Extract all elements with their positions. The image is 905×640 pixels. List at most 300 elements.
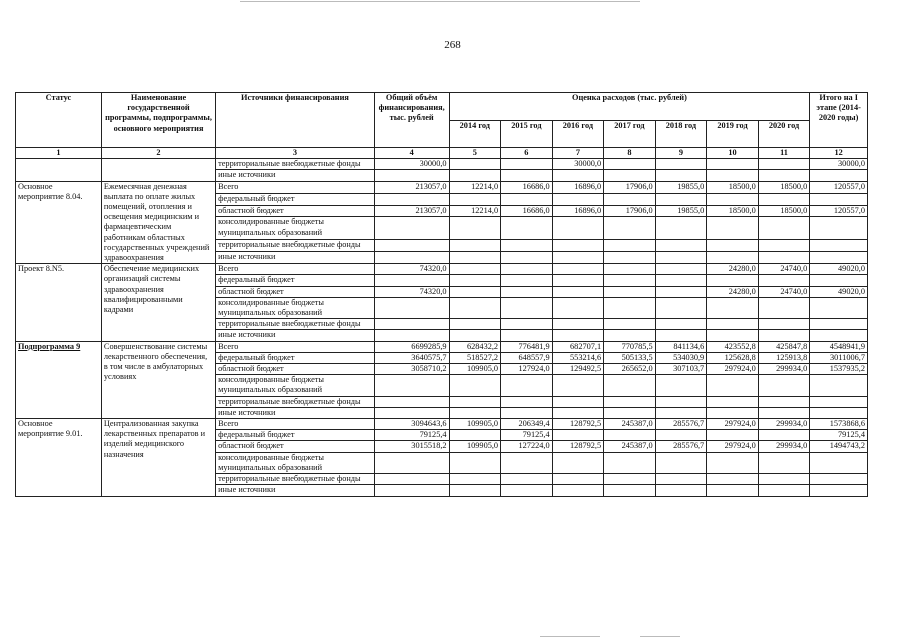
value-cell <box>374 485 449 496</box>
value-cell <box>449 297 501 318</box>
value-cell <box>374 217 449 240</box>
value-cell <box>604 286 656 297</box>
value-cell <box>501 240 553 252</box>
value-cell <box>501 319 553 330</box>
row-source: иные источники <box>216 485 375 496</box>
value-cell <box>758 170 810 181</box>
row-source: консолидированные бюджеты муниципальных образований <box>216 375 375 396</box>
value-cell: 120557,0 <box>810 181 868 193</box>
value-cell: 245387,0 <box>604 419 656 430</box>
value-cell <box>449 286 501 297</box>
value-cell: 19855,0 <box>655 181 707 193</box>
value-cell <box>655 240 707 252</box>
value-cell <box>604 396 656 407</box>
value-cell <box>810 275 868 286</box>
value-cell <box>758 193 810 205</box>
value-cell: 109905,0 <box>449 364 501 375</box>
value-cell: 30000,0 <box>810 159 868 170</box>
value-cell <box>552 330 604 341</box>
value-cell <box>758 330 810 341</box>
row-status: Проект 8.N5. <box>16 264 102 341</box>
row-source: консолидированные бюджеты муниципальных образований <box>216 217 375 240</box>
value-cell <box>758 452 810 473</box>
value-cell: 1573868,6 <box>810 419 868 430</box>
value-cell <box>707 474 759 485</box>
value-cell <box>449 159 501 170</box>
row-source: консолидированные бюджеты муниципальных образований <box>216 452 375 473</box>
table-row <box>16 419 868 430</box>
value-cell: 297924,0 <box>707 419 759 430</box>
value-cell <box>604 217 656 240</box>
value-cell: 3094643,6 <box>374 419 449 430</box>
column-number: 1 <box>16 148 102 159</box>
value-cell <box>707 252 759 264</box>
value-cell <box>604 452 656 473</box>
value-cell <box>449 430 501 441</box>
value-cell <box>449 275 501 286</box>
value-cell <box>449 193 501 205</box>
value-cell: 49020,0 <box>810 264 868 275</box>
row-status: Подпрограмма 9 <box>16 341 102 418</box>
value-cell <box>604 485 656 496</box>
value-cell: 30000,0 <box>552 159 604 170</box>
value-cell <box>655 252 707 264</box>
scan-artifact <box>540 636 600 637</box>
column-number: 4 <box>374 148 449 159</box>
value-cell <box>552 485 604 496</box>
value-cell <box>449 240 501 252</box>
value-cell: 628432,2 <box>449 341 501 352</box>
value-cell <box>655 375 707 396</box>
value-cell <box>501 396 553 407</box>
value-cell <box>604 430 656 441</box>
value-cell <box>374 407 449 418</box>
value-cell <box>655 330 707 341</box>
value-cell <box>707 375 759 396</box>
value-cell <box>707 159 759 170</box>
row-source: Всего <box>216 181 375 193</box>
row-source: территориальные внебюджетные фонды <box>216 474 375 485</box>
value-cell <box>707 396 759 407</box>
row-source: консолидированные бюджеты муниципальных образований <box>216 297 375 318</box>
value-cell: 18500,0 <box>707 181 759 193</box>
column-number: 6 <box>501 148 553 159</box>
value-cell <box>552 264 604 275</box>
value-cell <box>449 264 501 275</box>
value-cell: 128792,5 <box>552 441 604 452</box>
value-cell <box>655 452 707 473</box>
row-source: областной бюджет <box>216 286 375 297</box>
financing-table <box>15 92 868 497</box>
value-cell <box>604 264 656 275</box>
value-cell <box>501 297 553 318</box>
value-cell <box>374 375 449 396</box>
value-cell: 841134,6 <box>655 341 707 352</box>
value-cell: 74320,0 <box>374 264 449 275</box>
header-name: Наименование государственной программы, подпрограммы, основного мероприятия <box>101 93 215 148</box>
value-cell: 16896,0 <box>552 205 604 217</box>
value-cell: 127224,0 <box>501 441 553 452</box>
value-cell: 3011006,7 <box>810 352 868 363</box>
header-year: 2015 год <box>501 120 553 148</box>
value-cell <box>810 396 868 407</box>
value-cell: 518527,2 <box>449 352 501 363</box>
value-cell <box>655 159 707 170</box>
header-year: 2017 год <box>604 120 656 148</box>
value-cell <box>655 485 707 496</box>
value-cell: 648557,9 <box>501 352 553 363</box>
value-cell <box>552 286 604 297</box>
row-source: областной бюджет <box>216 205 375 217</box>
value-cell <box>449 170 501 181</box>
value-cell: 3058710,2 <box>374 364 449 375</box>
value-cell <box>552 319 604 330</box>
row-source: федеральный бюджет <box>216 352 375 363</box>
header-estimate: Оценка расходов (тыс. рублей) <box>449 93 810 121</box>
value-cell <box>449 396 501 407</box>
value-cell: 776481,9 <box>501 341 553 352</box>
value-cell <box>810 297 868 318</box>
value-cell <box>374 452 449 473</box>
value-cell: 297924,0 <box>707 364 759 375</box>
row-name: Обеспечение медицинских организаций системы здравоохранения квалифицированными кадрами <box>101 264 215 341</box>
value-cell: 125628,8 <box>707 352 759 363</box>
value-cell: 299934,0 <box>758 441 810 452</box>
value-cell: 24740,0 <box>758 264 810 275</box>
header-sources: Источники финансирования <box>216 93 375 148</box>
value-cell <box>655 297 707 318</box>
value-cell: 127924,0 <box>501 364 553 375</box>
value-cell: 307103,7 <box>655 364 707 375</box>
header-total: Общий объём финансирования, тыс. рублей <box>374 93 449 148</box>
header-status: Статус <box>16 93 102 148</box>
value-cell <box>810 170 868 181</box>
value-cell <box>810 252 868 264</box>
value-cell <box>655 170 707 181</box>
value-cell: 770785,5 <box>604 341 656 352</box>
value-cell: 79125,4 <box>810 430 868 441</box>
value-cell: 49020,0 <box>810 286 868 297</box>
value-cell: 206349,4 <box>501 419 553 430</box>
value-cell <box>758 217 810 240</box>
value-cell <box>655 193 707 205</box>
value-cell <box>449 485 501 496</box>
row-source: Всего <box>216 419 375 430</box>
value-cell <box>449 319 501 330</box>
row-status <box>16 159 102 181</box>
value-cell: 12214,0 <box>449 181 501 193</box>
row-source: территориальные внебюджетные фонды <box>216 319 375 330</box>
value-cell <box>552 474 604 485</box>
value-cell <box>501 264 553 275</box>
value-cell: 3015518,2 <box>374 441 449 452</box>
value-cell <box>758 485 810 496</box>
value-cell <box>501 275 553 286</box>
value-cell: 1537935,2 <box>810 364 868 375</box>
value-cell <box>552 396 604 407</box>
scan-artifact <box>640 636 680 637</box>
value-cell: 17906,0 <box>604 205 656 217</box>
value-cell <box>501 159 553 170</box>
row-source: территориальные внебюджетные фонды <box>216 159 375 170</box>
value-cell <box>604 407 656 418</box>
value-cell <box>707 330 759 341</box>
row-source: Всего <box>216 341 375 352</box>
value-cell: 109905,0 <box>449 419 501 430</box>
value-cell <box>655 430 707 441</box>
value-cell <box>501 286 553 297</box>
value-cell <box>758 375 810 396</box>
value-cell <box>374 396 449 407</box>
row-source: областной бюджет <box>216 441 375 452</box>
value-cell <box>707 430 759 441</box>
value-cell <box>501 474 553 485</box>
value-cell: 682707,1 <box>552 341 604 352</box>
value-cell: 18500,0 <box>758 205 810 217</box>
value-cell <box>707 170 759 181</box>
value-cell <box>552 375 604 396</box>
table-header <box>16 93 868 159</box>
value-cell: 505133,5 <box>604 352 656 363</box>
value-cell <box>810 330 868 341</box>
value-cell: 24280,0 <box>707 264 759 275</box>
value-cell: 120557,0 <box>810 205 868 217</box>
table-row <box>16 181 868 193</box>
value-cell <box>707 407 759 418</box>
value-cell: 16686,0 <box>501 181 553 193</box>
row-source: федеральный бюджет <box>216 275 375 286</box>
value-cell: 12214,0 <box>449 205 501 217</box>
row-source: иные источники <box>216 407 375 418</box>
row-name <box>101 159 215 181</box>
row-source: федеральный бюджет <box>216 193 375 205</box>
value-cell: 425847,8 <box>758 341 810 352</box>
value-cell <box>501 193 553 205</box>
value-cell <box>374 330 449 341</box>
row-name: Совершенствование системы лекарственного обеспечения, в том числе в амбулаторных условиях <box>101 341 215 418</box>
value-cell <box>604 275 656 286</box>
value-cell <box>501 452 553 473</box>
value-cell: 3640575,7 <box>374 352 449 363</box>
value-cell: 285576,7 <box>655 441 707 452</box>
value-cell <box>810 193 868 205</box>
column-number: 5 <box>449 148 501 159</box>
table-body <box>16 159 868 496</box>
value-cell <box>604 375 656 396</box>
table-row <box>16 159 868 170</box>
row-source: федеральный бюджет <box>216 430 375 441</box>
value-cell <box>758 407 810 418</box>
value-cell <box>707 485 759 496</box>
value-cell <box>707 193 759 205</box>
row-source: иные источники <box>216 330 375 341</box>
value-cell <box>655 396 707 407</box>
value-cell <box>501 170 553 181</box>
row-name: Ежемесячная денежная выплата по оплате жилых помещений, отопления и освещения медицинским и фармацевтическим работникам областных государственных учреждений здравоохранения <box>101 181 215 264</box>
value-cell <box>810 474 868 485</box>
value-cell: 285576,7 <box>655 419 707 430</box>
value-cell <box>758 240 810 252</box>
row-name: Централизованная закупка лекарственных препаратов и изделий медицинского назначения <box>101 419 215 496</box>
scan-artifact <box>240 1 640 2</box>
value-cell <box>707 452 759 473</box>
value-cell: 129492,5 <box>552 364 604 375</box>
value-cell: 128792,5 <box>552 419 604 430</box>
value-cell <box>707 240 759 252</box>
value-cell <box>552 297 604 318</box>
value-cell <box>655 275 707 286</box>
value-cell <box>758 396 810 407</box>
value-cell <box>655 264 707 275</box>
column-number-row <box>16 148 868 159</box>
row-source: иные источники <box>216 170 375 181</box>
value-cell <box>552 217 604 240</box>
value-cell <box>604 319 656 330</box>
value-cell <box>604 252 656 264</box>
header-year: 2020 год <box>758 120 810 148</box>
value-cell <box>552 430 604 441</box>
value-cell <box>604 297 656 318</box>
value-cell <box>810 407 868 418</box>
value-cell <box>655 286 707 297</box>
row-status: Основное мероприятие 8.04. <box>16 181 102 264</box>
header-year: 2018 год <box>655 120 707 148</box>
value-cell: 79125,4 <box>374 430 449 441</box>
value-cell <box>810 452 868 473</box>
value-cell <box>449 407 501 418</box>
value-cell <box>758 159 810 170</box>
value-cell: 299934,0 <box>758 419 810 430</box>
value-cell <box>552 170 604 181</box>
value-cell: 18500,0 <box>758 181 810 193</box>
value-cell <box>374 252 449 264</box>
value-cell <box>552 240 604 252</box>
value-cell <box>758 319 810 330</box>
value-cell <box>758 430 810 441</box>
column-number: 3 <box>216 148 375 159</box>
value-cell: 6699285,9 <box>374 341 449 352</box>
value-cell: 213057,0 <box>374 181 449 193</box>
value-cell <box>501 485 553 496</box>
value-cell <box>449 375 501 396</box>
value-cell: 297924,0 <box>707 441 759 452</box>
value-cell <box>501 407 553 418</box>
value-cell: 534030,9 <box>655 352 707 363</box>
value-cell <box>810 217 868 240</box>
value-cell: 18500,0 <box>707 205 759 217</box>
value-cell: 265652,0 <box>604 364 656 375</box>
header-year: 2016 год <box>552 120 604 148</box>
column-number: 11 <box>758 148 810 159</box>
table-row <box>16 264 868 275</box>
value-cell <box>655 407 707 418</box>
value-cell <box>552 193 604 205</box>
value-cell <box>707 319 759 330</box>
column-number: 10 <box>707 148 759 159</box>
value-cell <box>552 452 604 473</box>
value-cell <box>810 375 868 396</box>
value-cell <box>655 319 707 330</box>
value-cell: 74320,0 <box>374 286 449 297</box>
value-cell <box>810 485 868 496</box>
value-cell: 125913,8 <box>758 352 810 363</box>
value-cell <box>707 217 759 240</box>
value-cell <box>449 452 501 473</box>
value-cell <box>374 193 449 205</box>
value-cell <box>604 474 656 485</box>
value-cell: 79125,4 <box>501 430 553 441</box>
value-cell <box>501 375 553 396</box>
value-cell: 423552,8 <box>707 341 759 352</box>
value-cell <box>655 474 707 485</box>
value-cell <box>810 240 868 252</box>
value-cell <box>758 252 810 264</box>
value-cell <box>501 252 553 264</box>
value-cell <box>604 170 656 181</box>
header-year: 2019 год <box>707 120 759 148</box>
value-cell: 24740,0 <box>758 286 810 297</box>
value-cell: 245387,0 <box>604 441 656 452</box>
value-cell: 299934,0 <box>758 364 810 375</box>
page-number: 268 <box>444 39 461 51</box>
value-cell: 213057,0 <box>374 205 449 217</box>
value-cell <box>707 275 759 286</box>
value-cell <box>552 252 604 264</box>
value-cell <box>374 474 449 485</box>
value-cell: 1494743,2 <box>810 441 868 452</box>
value-cell <box>449 217 501 240</box>
value-cell <box>374 297 449 318</box>
column-number: 9 <box>655 148 707 159</box>
value-cell <box>810 319 868 330</box>
value-cell <box>655 217 707 240</box>
header-year: 2014 год <box>449 120 501 148</box>
value-cell <box>449 474 501 485</box>
value-cell <box>449 330 501 341</box>
value-cell <box>552 407 604 418</box>
column-number: 7 <box>552 148 604 159</box>
value-cell: 16686,0 <box>501 205 553 217</box>
value-cell <box>374 275 449 286</box>
value-cell <box>374 170 449 181</box>
value-cell <box>374 319 449 330</box>
value-cell <box>758 275 810 286</box>
value-cell <box>758 297 810 318</box>
row-source: иные источники <box>216 252 375 264</box>
value-cell <box>374 240 449 252</box>
value-cell <box>501 217 553 240</box>
value-cell <box>707 297 759 318</box>
row-source: территориальные внебюджетные фонды <box>216 396 375 407</box>
value-cell: 553214,6 <box>552 352 604 363</box>
column-number: 8 <box>604 148 656 159</box>
value-cell: 19855,0 <box>655 205 707 217</box>
value-cell: 16896,0 <box>552 181 604 193</box>
table-row <box>16 341 868 352</box>
value-cell: 30000,0 <box>374 159 449 170</box>
value-cell: 17906,0 <box>604 181 656 193</box>
row-source: территориальные внебюджетные фонды <box>216 240 375 252</box>
value-cell <box>604 330 656 341</box>
value-cell <box>758 474 810 485</box>
value-cell <box>604 193 656 205</box>
value-cell <box>604 159 656 170</box>
value-cell <box>604 240 656 252</box>
value-cell: 24280,0 <box>707 286 759 297</box>
row-status: Основное мероприятие 9.01. <box>16 419 102 496</box>
row-source: областной бюджет <box>216 364 375 375</box>
header-final: Итого на I этапе (2014-2020 годы) <box>810 93 868 148</box>
